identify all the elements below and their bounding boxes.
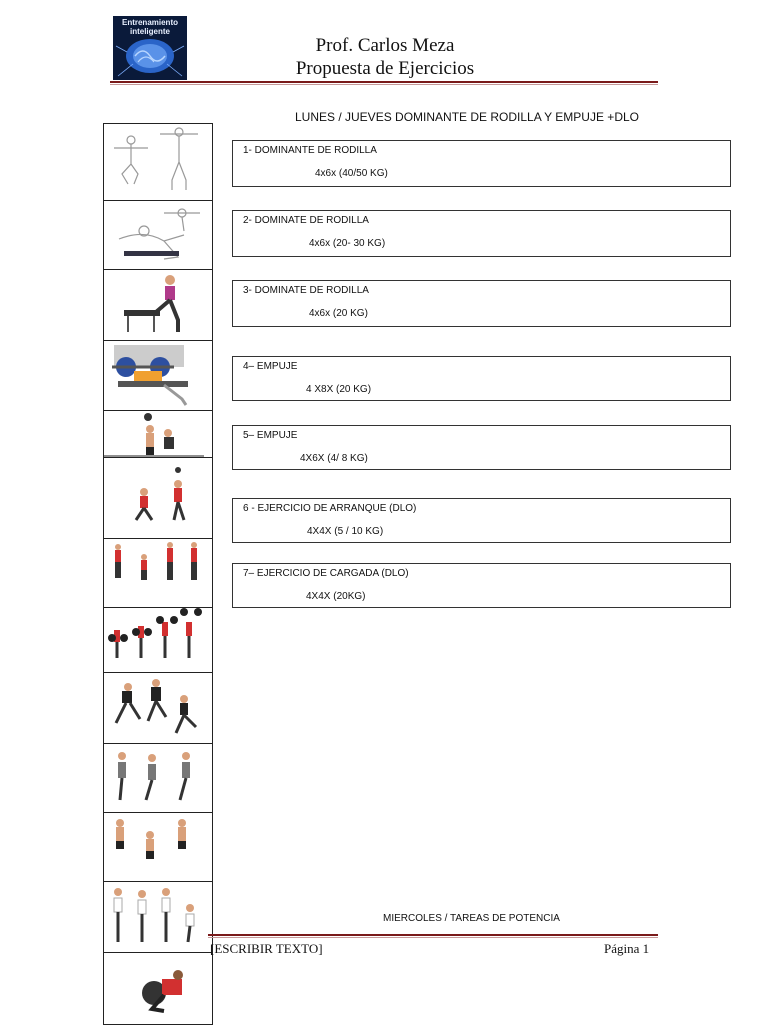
- exercise-detail: 4x6x (40/50 KG): [315, 168, 388, 179]
- exercise-detail: 4 X8X (20 KG): [306, 384, 372, 395]
- squat-sketch-image: [103, 123, 213, 201]
- split-squat-bench-image: [103, 269, 213, 341]
- dumbbell-press-image: [103, 410, 213, 458]
- exercise-box-7: [232, 563, 731, 608]
- logo: [113, 16, 187, 80]
- kettlebell-swing-image: [103, 672, 213, 744]
- section-title: LUNES / JUEVES DOMINANTE DE RODILLA Y EMPUJE +DLO: [295, 110, 639, 124]
- author-name: Prof. Carlos Meza: [315, 35, 455, 56]
- exercise-title: 5– EMPUJE: [243, 430, 298, 441]
- exercise-title: 3- DOMINATE DE RODILLA: [243, 285, 369, 296]
- bench-press-image: [103, 340, 213, 411]
- dumbbell-snatch-image: [103, 457, 213, 539]
- exercise-detail: 4X6X (4/ 8 KG): [300, 453, 368, 464]
- exercise-title: 2- DOMINATE DE RODILLA: [243, 215, 369, 226]
- lunge-sketch-image: [103, 200, 213, 270]
- exercise-detail: 4X4X (20KG): [306, 591, 366, 602]
- exercise-box-1: [232, 140, 731, 187]
- exercise-title: 7– EJERCICIO DE CARGADA (DLO): [243, 568, 409, 579]
- footer-placeholder-text: [ESCRIBIR TEXTO]: [210, 941, 323, 956]
- exercise-box-4: [232, 356, 731, 401]
- kettlebell-swing-sequence-image: [103, 812, 213, 882]
- exercise-box-2: [232, 210, 731, 257]
- exercise-title: 6 - EJERCICIO DE ARRANQUE (DLO): [243, 503, 417, 514]
- exercise-detail: 4x6x (20 KG): [309, 308, 368, 319]
- exercise-title: 1- DOMINANTE DE RODILLA: [243, 145, 377, 156]
- footer-rule: [208, 934, 658, 936]
- exercise-box-3: [232, 280, 731, 327]
- exercise-box-6: [232, 498, 731, 543]
- exercise-title: 4– EMPUJE: [243, 361, 298, 372]
- footer-rule-thin: [208, 937, 658, 938]
- dumbbell-snatch-sequence-image: [103, 743, 213, 813]
- header-rule: [110, 81, 658, 83]
- header-rule-thin: [110, 84, 658, 85]
- medicine-ball-image: [103, 952, 213, 1025]
- barbell-clean-sequence-image: [103, 607, 213, 673]
- exercise-detail: 4x6x (20- 30 KG): [309, 238, 386, 249]
- page-number: Página 1: [604, 941, 650, 956]
- exercise-box-5: [232, 425, 731, 470]
- overhead-press-sequence-image: [103, 881, 213, 953]
- logo-text: Entrenamiento inteligente: [121, 18, 178, 36]
- next-section-title: MIERCOLES / TAREAS DE POTENCIA: [383, 913, 560, 924]
- document-title: Propuesta de Ejercicios: [295, 58, 475, 79]
- exercise-detail: 4X4X (5 / 10 KG): [307, 526, 384, 537]
- kettlebell-sequence-image: [103, 538, 213, 608]
